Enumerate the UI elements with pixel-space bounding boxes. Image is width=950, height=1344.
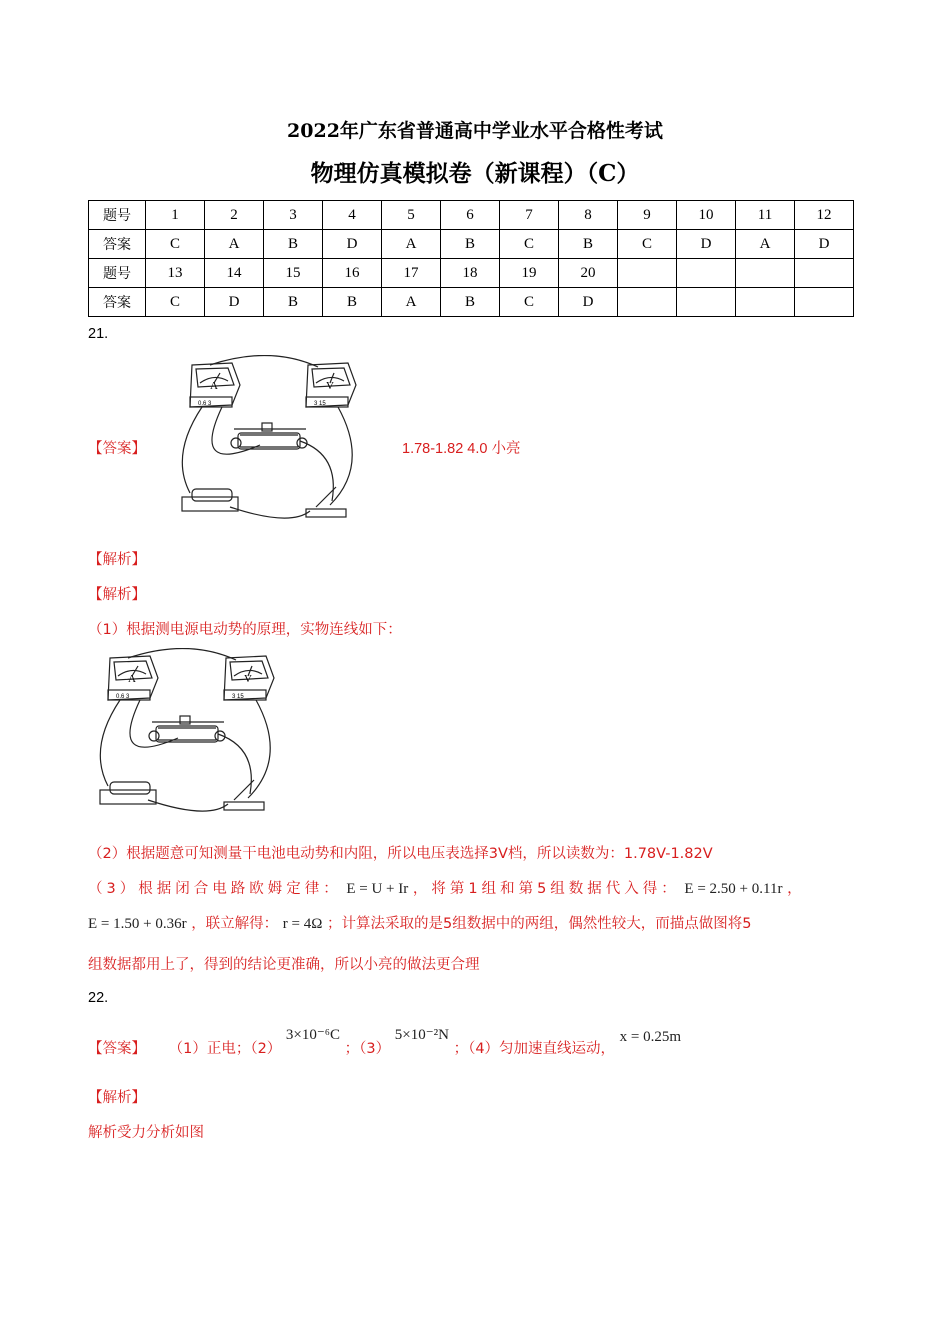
table-cell: 6	[441, 201, 500, 230]
answer-tag: 【答案】	[88, 441, 146, 457]
table-cell: D	[323, 230, 382, 259]
voltmeter-terminals: 3 15	[314, 401, 326, 407]
table-cell: D	[795, 230, 854, 259]
table-cell: 13	[146, 259, 205, 288]
analysis-step: 组数据都用上了，得到的结论更准确，所以小亮的做法更合理	[88, 957, 480, 973]
equation: E = 1.50 + 0.36r	[88, 916, 187, 932]
table-cell: 18	[441, 259, 500, 288]
table-cell: D	[205, 288, 264, 317]
analysis-tag: 【解析】	[88, 587, 146, 603]
table-cell: 9	[618, 201, 677, 230]
table-cell	[677, 259, 736, 288]
table-cell: B	[264, 288, 323, 317]
answer-text: ；（3）	[344, 1041, 391, 1057]
table-cell	[795, 288, 854, 317]
analysis-text: （3）根据闭合电路欧姆定律：	[88, 881, 342, 897]
equation: r = 4Ω	[282, 916, 323, 932]
header-cell: 答案	[89, 230, 146, 259]
table-cell: 14	[205, 259, 264, 288]
table-cell: 5	[382, 201, 441, 230]
analysis-text: ，联立解得：	[191, 916, 279, 932]
table-cell: D	[677, 230, 736, 259]
page-title: 2022年广东省普通高中学业水平合格性考试	[287, 120, 663, 142]
table-cell: B	[441, 230, 500, 259]
table-row	[89, 288, 854, 317]
table-cell: 19	[500, 259, 559, 288]
equation: 3×10⁻⁶C	[285, 1027, 341, 1043]
analysis-step	[88, 912, 878, 933]
table-cell: 17	[382, 259, 441, 288]
circuit-diagram	[170, 355, 365, 525]
table-cell: 4	[323, 201, 382, 230]
separator: ，	[787, 881, 802, 897]
analysis-tag: 【解析】	[88, 552, 146, 568]
table-cell: 15	[264, 259, 323, 288]
table-row	[89, 201, 854, 230]
ammeter-terminals: 0.6 3	[116, 694, 130, 700]
table-row	[89, 259, 854, 288]
table-cell: C	[500, 288, 559, 317]
table-cell: 16	[323, 259, 382, 288]
circuit-diagram	[88, 648, 283, 818]
voltmeter-label: V	[326, 380, 334, 392]
table-cell: A	[205, 230, 264, 259]
header-cell: 题号	[89, 259, 146, 288]
table-cell: C	[500, 230, 559, 259]
answer-line	[88, 1027, 682, 1058]
table-cell: 8	[559, 201, 618, 230]
analysis-step: （2）根据题意可知测量干电池电动势和内阻，所以电压表选择3V档，所以读数为：1.78V-1.82V	[88, 846, 713, 862]
table-cell	[795, 259, 854, 288]
analysis-text: ；计算法采取的是5组数据中的两组，偶然性较大，而描点做图将5	[327, 916, 752, 932]
page-subtitle: 物理仿真模拟卷（新课程）（C）	[310, 160, 640, 187]
table-cell: 12	[795, 201, 854, 230]
table-cell: D	[559, 288, 618, 317]
table-cell: B	[441, 288, 500, 317]
voltmeter-terminals: 3 15	[232, 694, 244, 700]
header-cell: 答案	[89, 288, 146, 317]
voltmeter-label: V	[244, 673, 252, 685]
table-cell: A	[736, 230, 795, 259]
analysis-tag: 【解析】	[88, 1090, 146, 1106]
ammeter-terminals: 0.6 3	[198, 401, 212, 407]
ammeter-label: A	[128, 673, 136, 685]
equation: x = 0.25m	[619, 1029, 682, 1045]
table-cell: 2	[205, 201, 264, 230]
table-cell: C	[146, 288, 205, 317]
answer-table	[88, 200, 854, 317]
table-cell: 11	[736, 201, 795, 230]
answer-values: 1.78-1.82 4.0 小亮	[402, 441, 521, 457]
equation: E = U + Ir	[346, 881, 409, 897]
table-cell: A	[382, 288, 441, 317]
table-cell	[736, 259, 795, 288]
table-cell: 3	[264, 201, 323, 230]
table-cell: B	[559, 230, 618, 259]
analysis-text: ，将第1组和第5组数据代入得：	[412, 881, 680, 897]
table-row	[89, 230, 854, 259]
equation: 5×10⁻²N	[394, 1027, 449, 1043]
table-cell	[618, 259, 677, 288]
table-cell: 10	[677, 201, 736, 230]
answer-text: （1）正电；（2）	[168, 1041, 282, 1057]
question-number: 21.	[88, 326, 109, 342]
answer-tag: 【答案】	[88, 1041, 146, 1057]
table-cell: A	[382, 230, 441, 259]
table-cell: 1	[146, 201, 205, 230]
ammeter-label: A	[210, 380, 218, 392]
table-cell: 7	[500, 201, 559, 230]
table-cell	[736, 288, 795, 317]
header-cell: 题号	[89, 201, 146, 230]
question-number: 22.	[88, 990, 109, 1006]
table-cell: B	[323, 288, 382, 317]
table-cell: 20	[559, 259, 618, 288]
table-cell: C	[618, 230, 677, 259]
table-cell: C	[146, 230, 205, 259]
answer-text: ；（4）匀加速直线运动，	[453, 1041, 616, 1057]
equation: E = 2.50 + 0.11r	[684, 881, 783, 897]
analysis-step: （1）根据测电源电动势的原理，实物连线如下：	[88, 622, 402, 638]
analysis-step	[88, 877, 868, 898]
analysis-text: 解析受力分析如图	[88, 1125, 204, 1141]
table-cell	[618, 288, 677, 317]
table-cell	[677, 288, 736, 317]
table-cell: B	[264, 230, 323, 259]
